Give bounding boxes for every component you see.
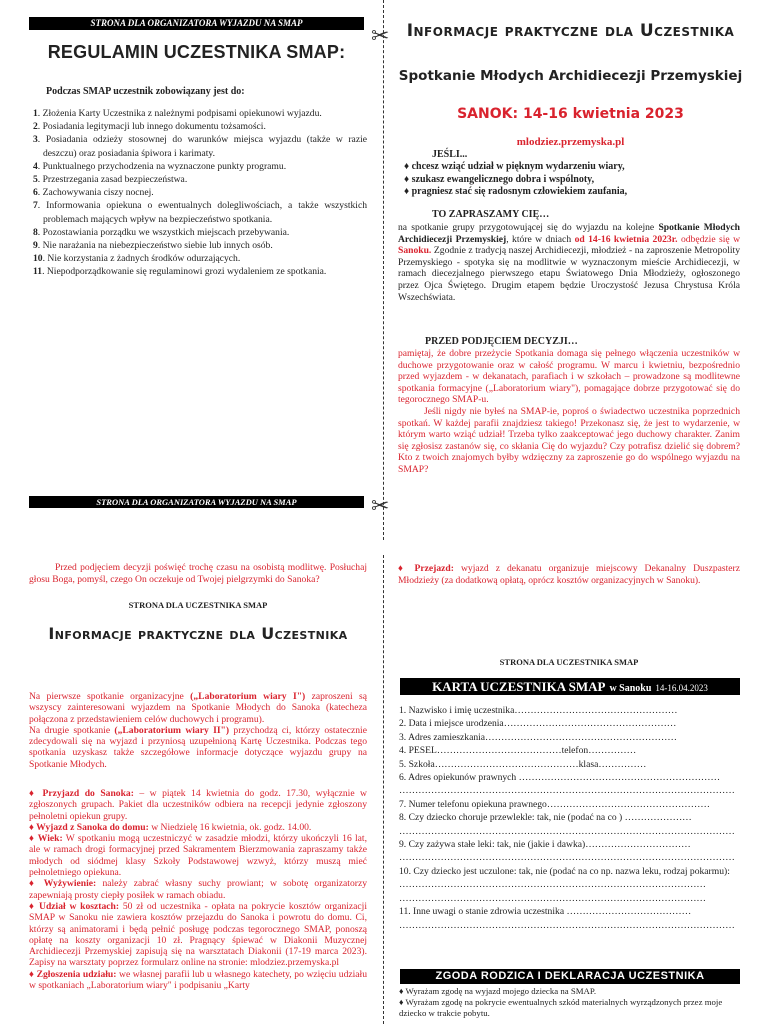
decision-heading: PRZED PODJĘCIEM DECYZJI… [425, 336, 578, 347]
practical-item [29, 969, 367, 992]
consent-items [399, 986, 741, 1019]
practical-item-label-text: Udział w kosztach: [39, 900, 120, 912]
rule-item: 5. Przestrzegania zasad bezpieczeństwa. [33, 174, 188, 186]
rule-text: Informowania opiekuna o ewentualnych dolegliwościach, a także wszystkich problemach mających wpływ na bezpieczeństwo spotkania. [43, 200, 368, 225]
card-field[interactable]: …………………………………………………………………………………………… [399, 785, 735, 797]
rules-list [29, 107, 367, 279]
practical-item [29, 901, 367, 969]
card-field[interactable]: …………………………………………………………………………………………… [399, 825, 735, 837]
rule-item: 11. Niepodporządkowanie się regulaminowi grozi wydaleniem ze spotkania. [33, 266, 327, 278]
invite-heading: TO ZAPRASZAMY CIĘ… [432, 209, 550, 220]
practical-item-text: – w piątek 14 kwietnia do godz. 17.30, wyłącznie w zgłoszonych grupach. Pakiet dla uczestników odbiera na recepcji jedynie zgłoszony pełnoletni opiekun grupy. [29, 788, 367, 822]
rule-item: 4. Punktualnego przychodzenia na wyznaczone punkty programu. [33, 160, 287, 172]
practical-item-text: we własnej parafii lub u własnego katechety, po wzięciu udziału w spotkaniach „Laboratorium wiary" i podpisaniu „Karty [29, 968, 368, 992]
card-field[interactable]: 2. Data i miejsce urodzenia……………………………………………… [399, 718, 677, 730]
practical-item-text: W spotkaniu mogą uczestniczyć w zasadzie młodzi, którzy ukończyli 16 lat, ale w ramach drogi formacyjnej przed Sakramentem Bierzmowania zapraszamy także młodych od siódmej klasy Szkoły Podstawowej wzwyż, którzy muszą mieć pełnoletniego opiekuna. [29, 833, 367, 879]
card-field[interactable]: 7. Numer telefonu opiekuna prawnego…………………………………………… [399, 798, 710, 810]
card-field[interactable]: …………………………………………………………………………………… [399, 892, 706, 904]
card-field[interactable]: 8. Czy dziecko choruje przewlekle: tak, nie (podać na co ) ………………… [399, 812, 692, 824]
info-title: Informacje praktyczne dla Uczestnika [406, 21, 735, 41]
rule-number: 11 [33, 266, 43, 278]
card-field[interactable]: 10. Czy dziecko jest uczulone: tak, nie (podać na co np. nazwa leku, rodzaj pokarmu): [399, 865, 730, 877]
info-subtitle: Spotkanie Młodych Archidiecezji Przemyskiej [398, 68, 743, 84]
card-field[interactable]: 11. Inne uwagi o stanie zdrowia uczestnika ………………………………… [399, 906, 692, 918]
practical-item [29, 822, 367, 833]
rule-item: 6. Zachowywania ciszy nocnej. [33, 187, 154, 199]
practical-item [29, 833, 367, 878]
practical-item-label-text: Wyżywienie: [43, 878, 97, 890]
rules-title: REGULAMIN UCZESTNIKA SMAP: [47, 42, 346, 62]
rule-item: 2. Posiadania legitymacji lub innego dokumentu tożsamości. [33, 121, 266, 133]
scissors-icon: ✂ [371, 24, 390, 49]
rule-text: Pozostawiania porządku we wszystkich miejscach przebywania. [42, 226, 290, 238]
if-bullet-text: szukasz ewangelicznego dobra i wspólnoty, [411, 173, 595, 185]
if-bullet-text: pragniesz stać się radosnym człowiekiem zaufania, [411, 186, 628, 197]
consent-item-text: Wyrażam zgodę na wyjazd mojego dziecka na SMAP. [405, 986, 597, 996]
rule-number: 5 [33, 174, 38, 186]
prayer-note: Przed podjęciem decyzji poświęć trochę czasu na osobistą modlitwę. Posłuchaj głosu Boga, pomyśl, czego On oczekuje od Twojej pielgrzymki do Sanoka? [29, 562, 367, 585]
if-bullets [404, 161, 744, 199]
card-field[interactable]: …………………………………………………………………………………………… [399, 852, 735, 864]
card-field[interactable]: 6. Adres opiekunów prawnych ……………………………………………………… [399, 772, 721, 784]
practical-item-label: ♦ Zgłoszenia udziału: [29, 968, 117, 980]
rule-number: 1 [33, 108, 38, 119]
participant-side-label-right: STRONA DLA UCZESTNIKA SMAP [499, 657, 639, 667]
card-field[interactable]: …………………………………………………………………………………………… [399, 919, 735, 931]
rule-item: 8. Pozostawiania porządku we wszystkich miejscach przebywania. [33, 226, 290, 238]
card-title-bar: KARTA UCZESTNIKA SMAP w Sanoku 14-16.04.2023 [400, 678, 740, 695]
event-date-place: SANOK: 14-16 kwietnia 2023 [457, 106, 684, 122]
rule-text: Złożenia Karty Uczestnika z należnymi podpisami opiekunowi wyjazdu. [42, 108, 322, 119]
rule-item: 9. Nie narażania na niebezpieczeństwo siebie lub innych osób. [33, 240, 273, 252]
cut-line-vertical-top [383, 0, 384, 540]
card-fields [399, 704, 741, 932]
rule-text: Niepodporządkowanie się regulaminowi grozi wydaleniem ze spotkania. [46, 266, 327, 278]
rule-text: Nie narażania na niebezpieczeństwo siebie lub innych osób. [42, 240, 273, 252]
practical-item-label: ♦ Udział w kosztach: [29, 900, 120, 912]
rule-number: 9 [33, 240, 38, 252]
decision-paragraph: pamiętaj, że dobre przeżycie Spotkania domaga się pełnego włączenia uczestników w duchowe przygotowanie oraz w całość programu. W marcu i kwietniu, bezpośrednio przed wyjazdem - w dekanatach, parafiach i w szkołach – prowadzone są modlitewne spotkania formacyjne („Laboratorium wiary"), pomagające dobrze przygotować się do tegorocznego SMAP-u. Jeśli nigdy nie byłeś na SMAP-ie, poproś o świadectwo uczestnika poprzednich spotkań. W każdej parafii znajdziesz takiego! Przekonasz się, że jest to wydarzenie, w którym warto wziąć udział! Trzeba tylko zaakceptować jego duchowy charakter. Zanim się zgłosisz zastanów się, co skłania Cię do wyjazdu? Czy potrafisz dzielić się dobrem? Kto z twoich znajomych byłby wdzięczny za zaproszenie go do wspólnego wyjazdu na SMAP? [398, 348, 740, 475]
rule-number: 7 [33, 200, 38, 212]
practical-item-label: ♦ Wyjazd z Sanoka do domu: [29, 821, 149, 833]
card-field[interactable]: 3. Adres zamieszkania…………………………………………………… [399, 731, 677, 743]
rule-text: Posiadania legitymacji lub innego dokumentu tożsamości. [42, 121, 266, 133]
if-heading: JEŚLI... [432, 149, 468, 160]
invite-paragraph: na spotkanie grupy przygotowującej się do wyjazdu na kolejne Spotkanie Młodych Archidiecezji Przemyskiej, które w dniach od 14-16 kwietnia 2023r. odbędzie się w Sanoku. Zgodnie z tradycją naszej Archidiecezji, młodzież - na zaproszenie Metropolity Przemyskiego - spotyka się na modlitwie w wyznaczonym mieście Archidiecezji, w ramach diecezjalnego pierwszego etapu Światowego Dnia Młodzieży, ogłoszonego przez Ojca Świętego. Drugim etapem będzie Uroczystość Jezusa Chrystusa Króla Wszechświata. [398, 222, 741, 303]
practical-item-label-text: Przyjazd do Sanoka: [42, 788, 134, 799]
practical-items [29, 788, 367, 991]
practical-info-title: Informacje praktyczne dla Uczestnika [48, 624, 348, 643]
if-bullet: ♦ pragniesz stać się radosnym człowiekiem zaufania, [404, 186, 628, 197]
card-field[interactable]: 4. PESEL…………………………………telefon…………… [399, 745, 637, 757]
practical-item-text: w Niedzielę 16 kwietnia, ok. godz. 14.00. [151, 821, 312, 833]
practical-item [29, 878, 367, 901]
rule-text: Punktualnego przychodzenia na wyznaczone punkty programu. [42, 160, 287, 172]
practical-item-text: 50 zł od uczestnika - opłata na pokrycie kosztów organizacji SMAP w Sanoku nie zawiera kosztów przejazdu do Sanoka i powrotu do domu. Ci, którzy są animatorami i będą pełnić posługę podczas tegorocznego SMAP, ponoszą opłatę na koszty organizacji 10 zł. Pragnący śpiewać w Diakonii Muzycznej Archidiecezji Przemyskiej zapisują się na warsztatach Diakonii (17-19 marca 2023). Zapisy na warsztaty poprzez formularz online na stronie: mlodziez.przemyska.pl [29, 900, 368, 969]
card-field[interactable]: 1. Nazwisko i imię uczestnika…………………………………………… [399, 705, 678, 716]
rule-number: 10 [33, 253, 43, 265]
meetings-info: Na pierwsze spotkanie organizacyjne („Laboratorium wiary I") zaproszeni są wszyscy zainteresowani wyjazdem na Spotkanie Młodych do Sanoka (katecheza połączona z przedstawieniem celów duchowych i programu). Na drugie spotkanie („Laboratorium wiary II") przychodzą ci, którzy ostatecznie zdecydowali się na wyjazd i przyniosą uzupełnioną Kartę Uczestnika. Podczas tego spotkania uzyskasz także szczegółowe informacje dotyczące wyjazdu grupy na Spotkanie Młodych. [29, 691, 367, 770]
if-bullet: ♦ szukasz ewangelicznego dobra i wspólnoty, [404, 173, 595, 185]
card-field[interactable]: …………………………………………………………………………………… [399, 879, 706, 891]
rule-item: 10. Nie korzystania z żadnych środków odurzających. [33, 253, 241, 265]
rule-text: Zachowywania ciszy nocnej. [42, 187, 154, 199]
rule-number: 2 [33, 121, 38, 133]
consent-item: ♦ Wyrażam zgodę na wyjazd mojego dziecka na SMAP. [399, 986, 597, 996]
rule-item: 1. Złożenia Karty Uczestnika z należnymi podpisami opiekunowi wyjazdu. [33, 108, 322, 119]
website-link[interactable]: mlodziez.przemyska.pl [516, 136, 625, 148]
rule-text: Przestrzegania zasad bezpieczeństwa. [42, 174, 188, 186]
rules-intro: Podczas SMAP uczestnik zobowiązany jest do: [46, 86, 245, 97]
practical-item-label-text: Zgłoszenia udziału: [36, 968, 117, 980]
organizer-side-bar-bottom: STRONA DLA ORGANIZATORA WYJAZDU NA SMAP [29, 496, 364, 508]
consent-title-bar: ZGODA RODZICA I DEKLARACJA UCZESTNIKA [400, 969, 740, 984]
practical-item-label-text: Wiek: [37, 833, 63, 845]
consent-item: ♦ Wyrażam zgodę na pokrycie ewentualnych szkód materialnych wyrządzonych przez moje dziecko w trakcie pobytu. [399, 997, 723, 1018]
rule-number: 8 [33, 226, 38, 238]
rule-number: 4 [33, 160, 38, 172]
rule-text: Nie korzystania z żadnych środków odurzających. [47, 253, 241, 265]
practical-item-label: ♦ Wiek: [29, 833, 63, 845]
rule-number: 6 [33, 187, 38, 199]
card-field[interactable]: 5. Szkoła………………………………………klasa…………… [399, 758, 647, 770]
rule-item: 7. Informowania opiekuna o ewentualnych dolegliwościach, a także wszystkich problemach mających wpływ na bezpieczeństwo spotkania. [33, 200, 368, 225]
if-bullet-text: chcesz wziąć udział w pięknym wydarzeniu wiary, [411, 161, 625, 172]
consent-item-text: Wyrażam zgodę na pokrycie ewentualnych szkód materialnych wyrządzonych przez moje dziecko w trakcie pobytu. [399, 997, 723, 1018]
cut-line-vertical-bottom [383, 555, 384, 1024]
participant-side-label: STRONA DLA UCZESTNIKA SMAP [128, 600, 268, 610]
practical-item [29, 788, 367, 822]
practical-item-label: ♦ Przyjazd do Sanoka: [29, 788, 134, 799]
rule-text: Posiadania odzieży stosownej do warunków miejsca wyjazdu (także w razie deszczu) oraz posiadania śpiwora i karimaty. [43, 134, 367, 159]
practical-item-text: należy zabrać własny suchy prowiant; w sobotę organizatorzy zapewniają prosty ciepły posiłek w ramach obiadu. [29, 878, 367, 901]
scissors-icon: ✂ [371, 494, 390, 519]
practical-item-label: ♦ Wyżywienie: [29, 878, 97, 890]
if-bullet: ♦ chcesz wziąć udział w pięknym wydarzeniu wiary, [404, 161, 625, 172]
rule-number: 3 [33, 134, 38, 146]
card-field[interactable]: 9. Czy zażywa stałe leki: tak, nie (jakie i dawka)…………………………… [399, 839, 691, 851]
practical-item-label-text: Wyjazd z Sanoka do domu: [36, 821, 149, 833]
organizer-side-bar: STRONA DLA ORGANIZATORA WYJAZDU NA SMAP [29, 17, 364, 30]
transport-note: ♦ Przejazd: wyjazd z dekanatu organizuje miejscowy Dekanalny Duszpasterz Młodzieży (za dodatkową opłatą, oprócz kosztów organizacyjnych w Sanoku). [398, 563, 740, 586]
rule-item: 3. Posiadania odzieży stosownej do warunków miejsca wyjazdu (także w razie deszczu) oraz posiadania śpiwora i karimaty. [33, 134, 367, 159]
